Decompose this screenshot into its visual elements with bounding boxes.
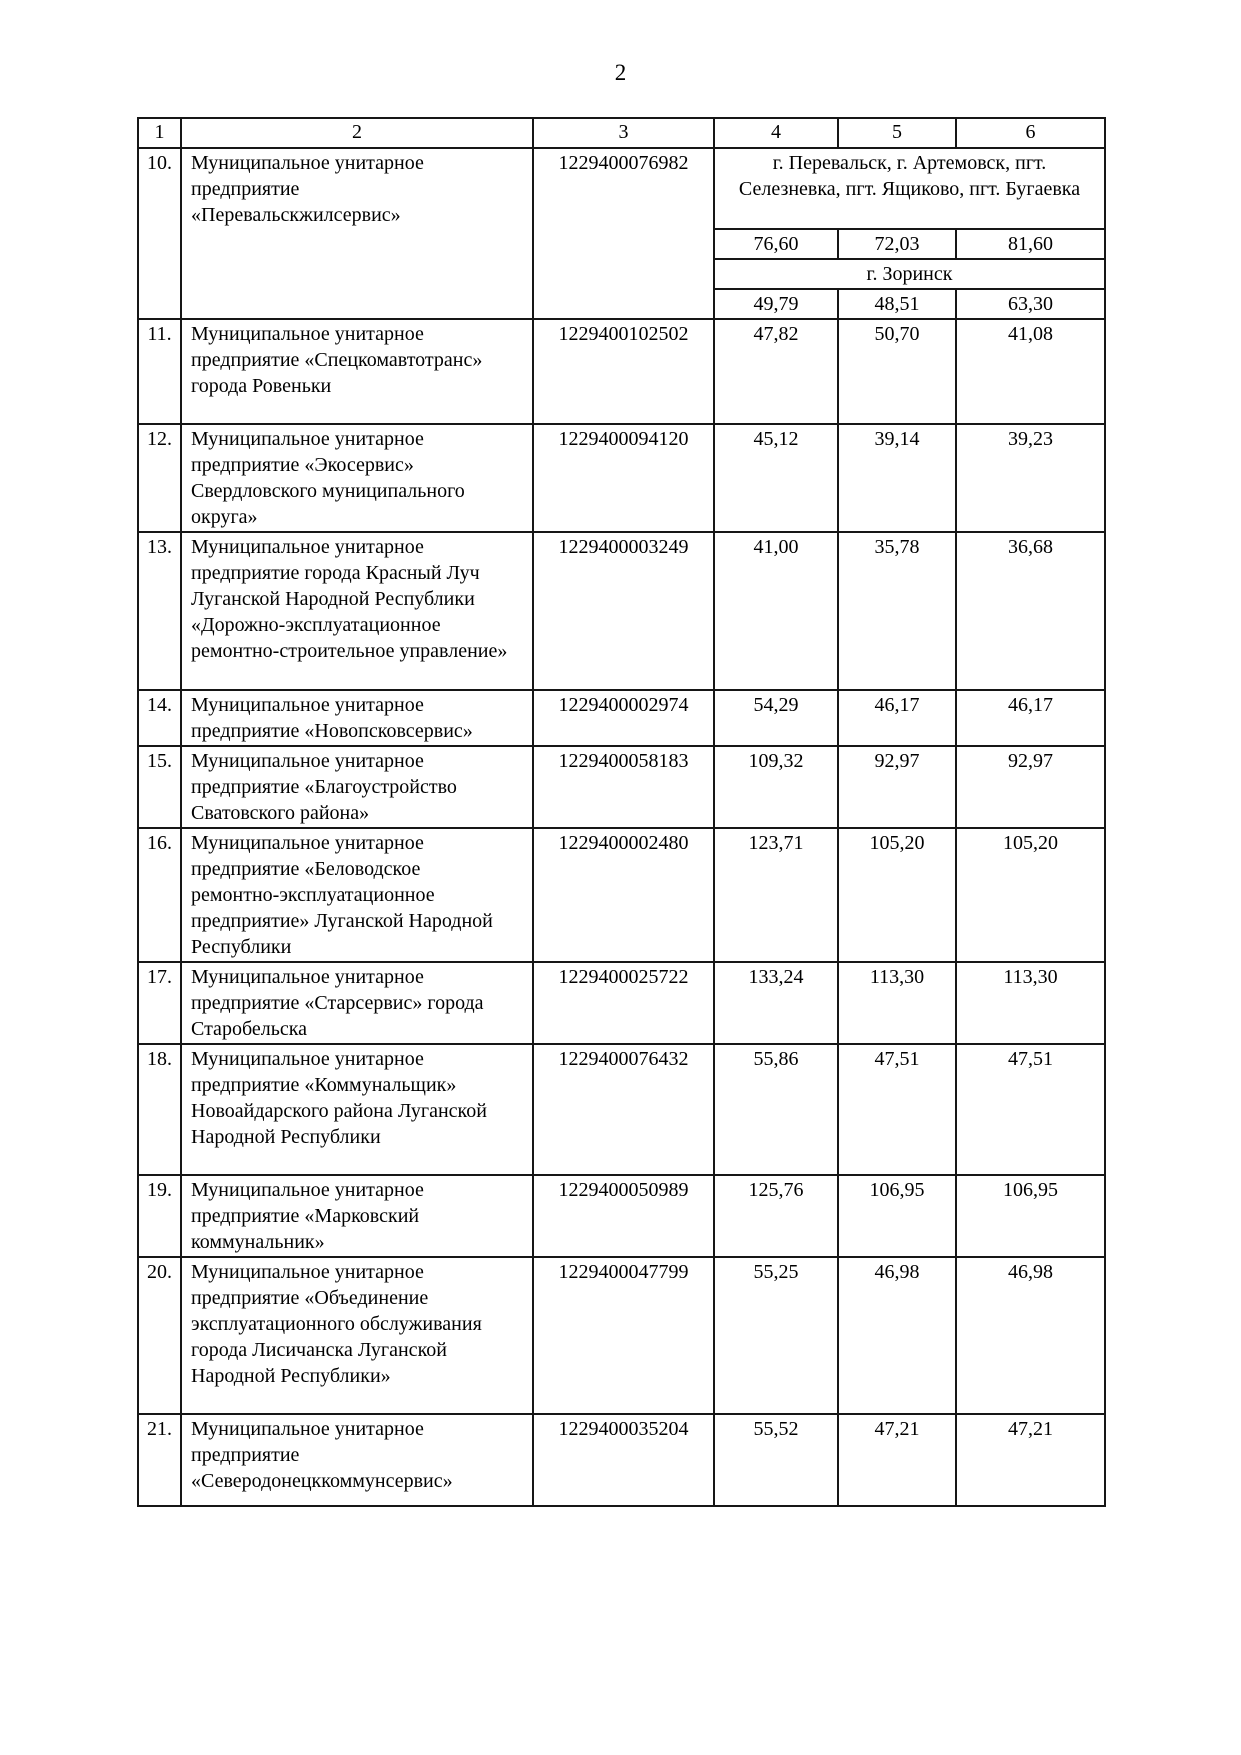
tariff-value-cell: 36,68 [956,532,1105,690]
column-number-header: 3 [533,118,714,148]
tariff-value-cell: 55,86 [714,1044,838,1175]
tariff-value-cell: 46,17 [956,690,1105,746]
table-row-14 [138,690,1105,746]
registry-code-cell: 1229400002480 [533,828,714,962]
tariff-value-cell: 47,21 [838,1414,956,1506]
row-number-cell: 21. [138,1414,181,1506]
tariff-value-cell: 39,14 [838,424,956,532]
tariff-value-cell: 76,60 [714,229,838,259]
tariff-value-cell: 92,97 [956,746,1105,828]
enterprise-name-cell: Муниципальное унитарное предприятие «Коммунальщик» Новоайдарского района Луганской Народной Республики [181,1044,533,1175]
table-row-11 [138,319,1105,424]
column-number-header: 1 [138,118,181,148]
registry-code-cell: 1229400102502 [533,319,714,424]
table-row-18 [138,1044,1105,1175]
registry-code-cell: 1229400058183 [533,746,714,828]
tariff-value-cell: 41,08 [956,319,1105,424]
tariff-value-cell: 105,20 [838,828,956,962]
page-number: 2 [614,60,627,85]
tariff-value-cell: 81,60 [956,229,1105,259]
registry-code-cell: 1229400076982 [533,148,714,319]
registry-code-cell: 1229400002974 [533,690,714,746]
tariff-value-cell: 50,70 [838,319,956,424]
tariff-value-cell: 106,95 [838,1175,956,1257]
tariff-value-cell: 46,17 [838,690,956,746]
registry-code-cell: 1229400050989 [533,1175,714,1257]
table-row-15 [138,746,1105,828]
table-header-row [138,118,1105,148]
tariff-value-cell: 72,03 [838,229,956,259]
row-number-cell: 18. [138,1044,181,1175]
enterprise-name-cell: Муниципальное унитарное предприятие «Благоустройство Сватовского района» [181,746,533,828]
tariff-value-cell: 47,82 [714,319,838,424]
table-row-13 [138,532,1105,690]
registry-code-cell: 1229400076432 [533,1044,714,1175]
column-number-header: 4 [714,118,838,148]
row-number-cell: 12. [138,424,181,532]
tariff-value-cell: 113,30 [838,962,956,1044]
tariff-value-cell: 105,20 [956,828,1105,962]
tariff-value-cell: 39,23 [956,424,1105,532]
table-row-17 [138,962,1105,1044]
row-number-cell: 11. [138,319,181,424]
enterprise-name-cell: Муниципальное унитарное предприятие «Беловодское ремонтно-эксплуатационное предприятие» Луганской Народной Республики [181,828,533,962]
tariff-value-cell: 49,79 [714,289,838,319]
row-number-cell: 16. [138,828,181,962]
tariff-value-cell: 63,30 [956,289,1105,319]
registry-code-cell: 1229400003249 [533,532,714,690]
row-number-cell: 13. [138,532,181,690]
tariff-table [137,117,1106,1507]
tariff-value-cell: 54,29 [714,690,838,746]
table-row-12 [138,424,1105,532]
tariff-value-cell: 41,00 [714,532,838,690]
tariff-value-cell: 113,30 [956,962,1105,1044]
table-row-16 [138,828,1105,962]
tariff-value-cell: 46,98 [838,1257,956,1414]
tariff-value-cell: 55,52 [714,1414,838,1506]
enterprise-name-cell: Муниципальное унитарное предприятие «Экосервис» Свердловского муниципального округа» [181,424,533,532]
tariff-value-cell: 47,21 [956,1414,1105,1506]
registry-code-cell: 1229400035204 [533,1414,714,1506]
table-row-19 [138,1175,1105,1257]
registry-code-cell: 1229400047799 [533,1257,714,1414]
tariff-value-cell: 35,78 [838,532,956,690]
enterprise-name-cell: Муниципальное унитарное предприятие города Красный Луч Луганской Народной Республики «Дорожно-эксплуатационное ремонтно-строительное управление» [181,532,533,690]
tariff-value-cell: 47,51 [838,1044,956,1175]
row-number-cell: 19. [138,1175,181,1257]
table-row-10 [138,148,1105,229]
enterprise-name-cell: Муниципальное унитарное предприятие «Объединение эксплуатационного обслуживания города Лисичанска Луганской Народной Республики» [181,1257,533,1414]
tariff-value-cell: 47,51 [956,1044,1105,1175]
row-number-cell: 20. [138,1257,181,1414]
tariff-value-cell: 109,32 [714,746,838,828]
enterprise-name-cell: Муниципальное унитарное предприятие «Перевальскжилсервис» [181,148,533,319]
enterprise-name-cell: Муниципальное унитарное предприятие «Спецкомавтотранс» города Ровеньки [181,319,533,424]
territory-label-cell: г. Зоринск [714,259,1105,289]
tariff-value-cell: 125,76 [714,1175,838,1257]
tariff-value-cell: 92,97 [838,746,956,828]
row-number-cell: 15. [138,746,181,828]
table-row-20 [138,1257,1105,1414]
tariff-value-cell: 48,51 [838,289,956,319]
tariff-value-cell: 45,12 [714,424,838,532]
row-number-cell: 10. [138,148,181,319]
registry-code-cell: 1229400025722 [533,962,714,1044]
row-number-cell: 14. [138,690,181,746]
territory-label-cell: г. Перевальск, г. Артемовск, пгт. Селезневка, пгт. Ящиково, пгт. Бугаевка [714,148,1105,229]
tariff-value-cell: 123,71 [714,828,838,962]
enterprise-name-cell: Муниципальное унитарное предприятие «Северодонецккоммунсервис» [181,1414,533,1506]
column-number-header: 5 [838,118,956,148]
enterprise-name-cell: Муниципальное унитарное предприятие «Старсервис» города Старобельска [181,962,533,1044]
column-number-header: 6 [956,118,1105,148]
tariff-value-cell: 46,98 [956,1257,1105,1414]
row-number-cell: 17. [138,962,181,1044]
tariff-value-cell: 133,24 [714,962,838,1044]
enterprise-name-cell: Муниципальное унитарное предприятие «Новопсковсервис» [181,690,533,746]
table-row-21 [138,1414,1105,1506]
column-number-header: 2 [181,118,533,148]
registry-code-cell: 1229400094120 [533,424,714,532]
tariff-value-cell: 106,95 [956,1175,1105,1257]
enterprise-name-cell: Муниципальное унитарное предприятие «Марковский коммунальник» [181,1175,533,1257]
tariff-value-cell: 55,25 [714,1257,838,1414]
